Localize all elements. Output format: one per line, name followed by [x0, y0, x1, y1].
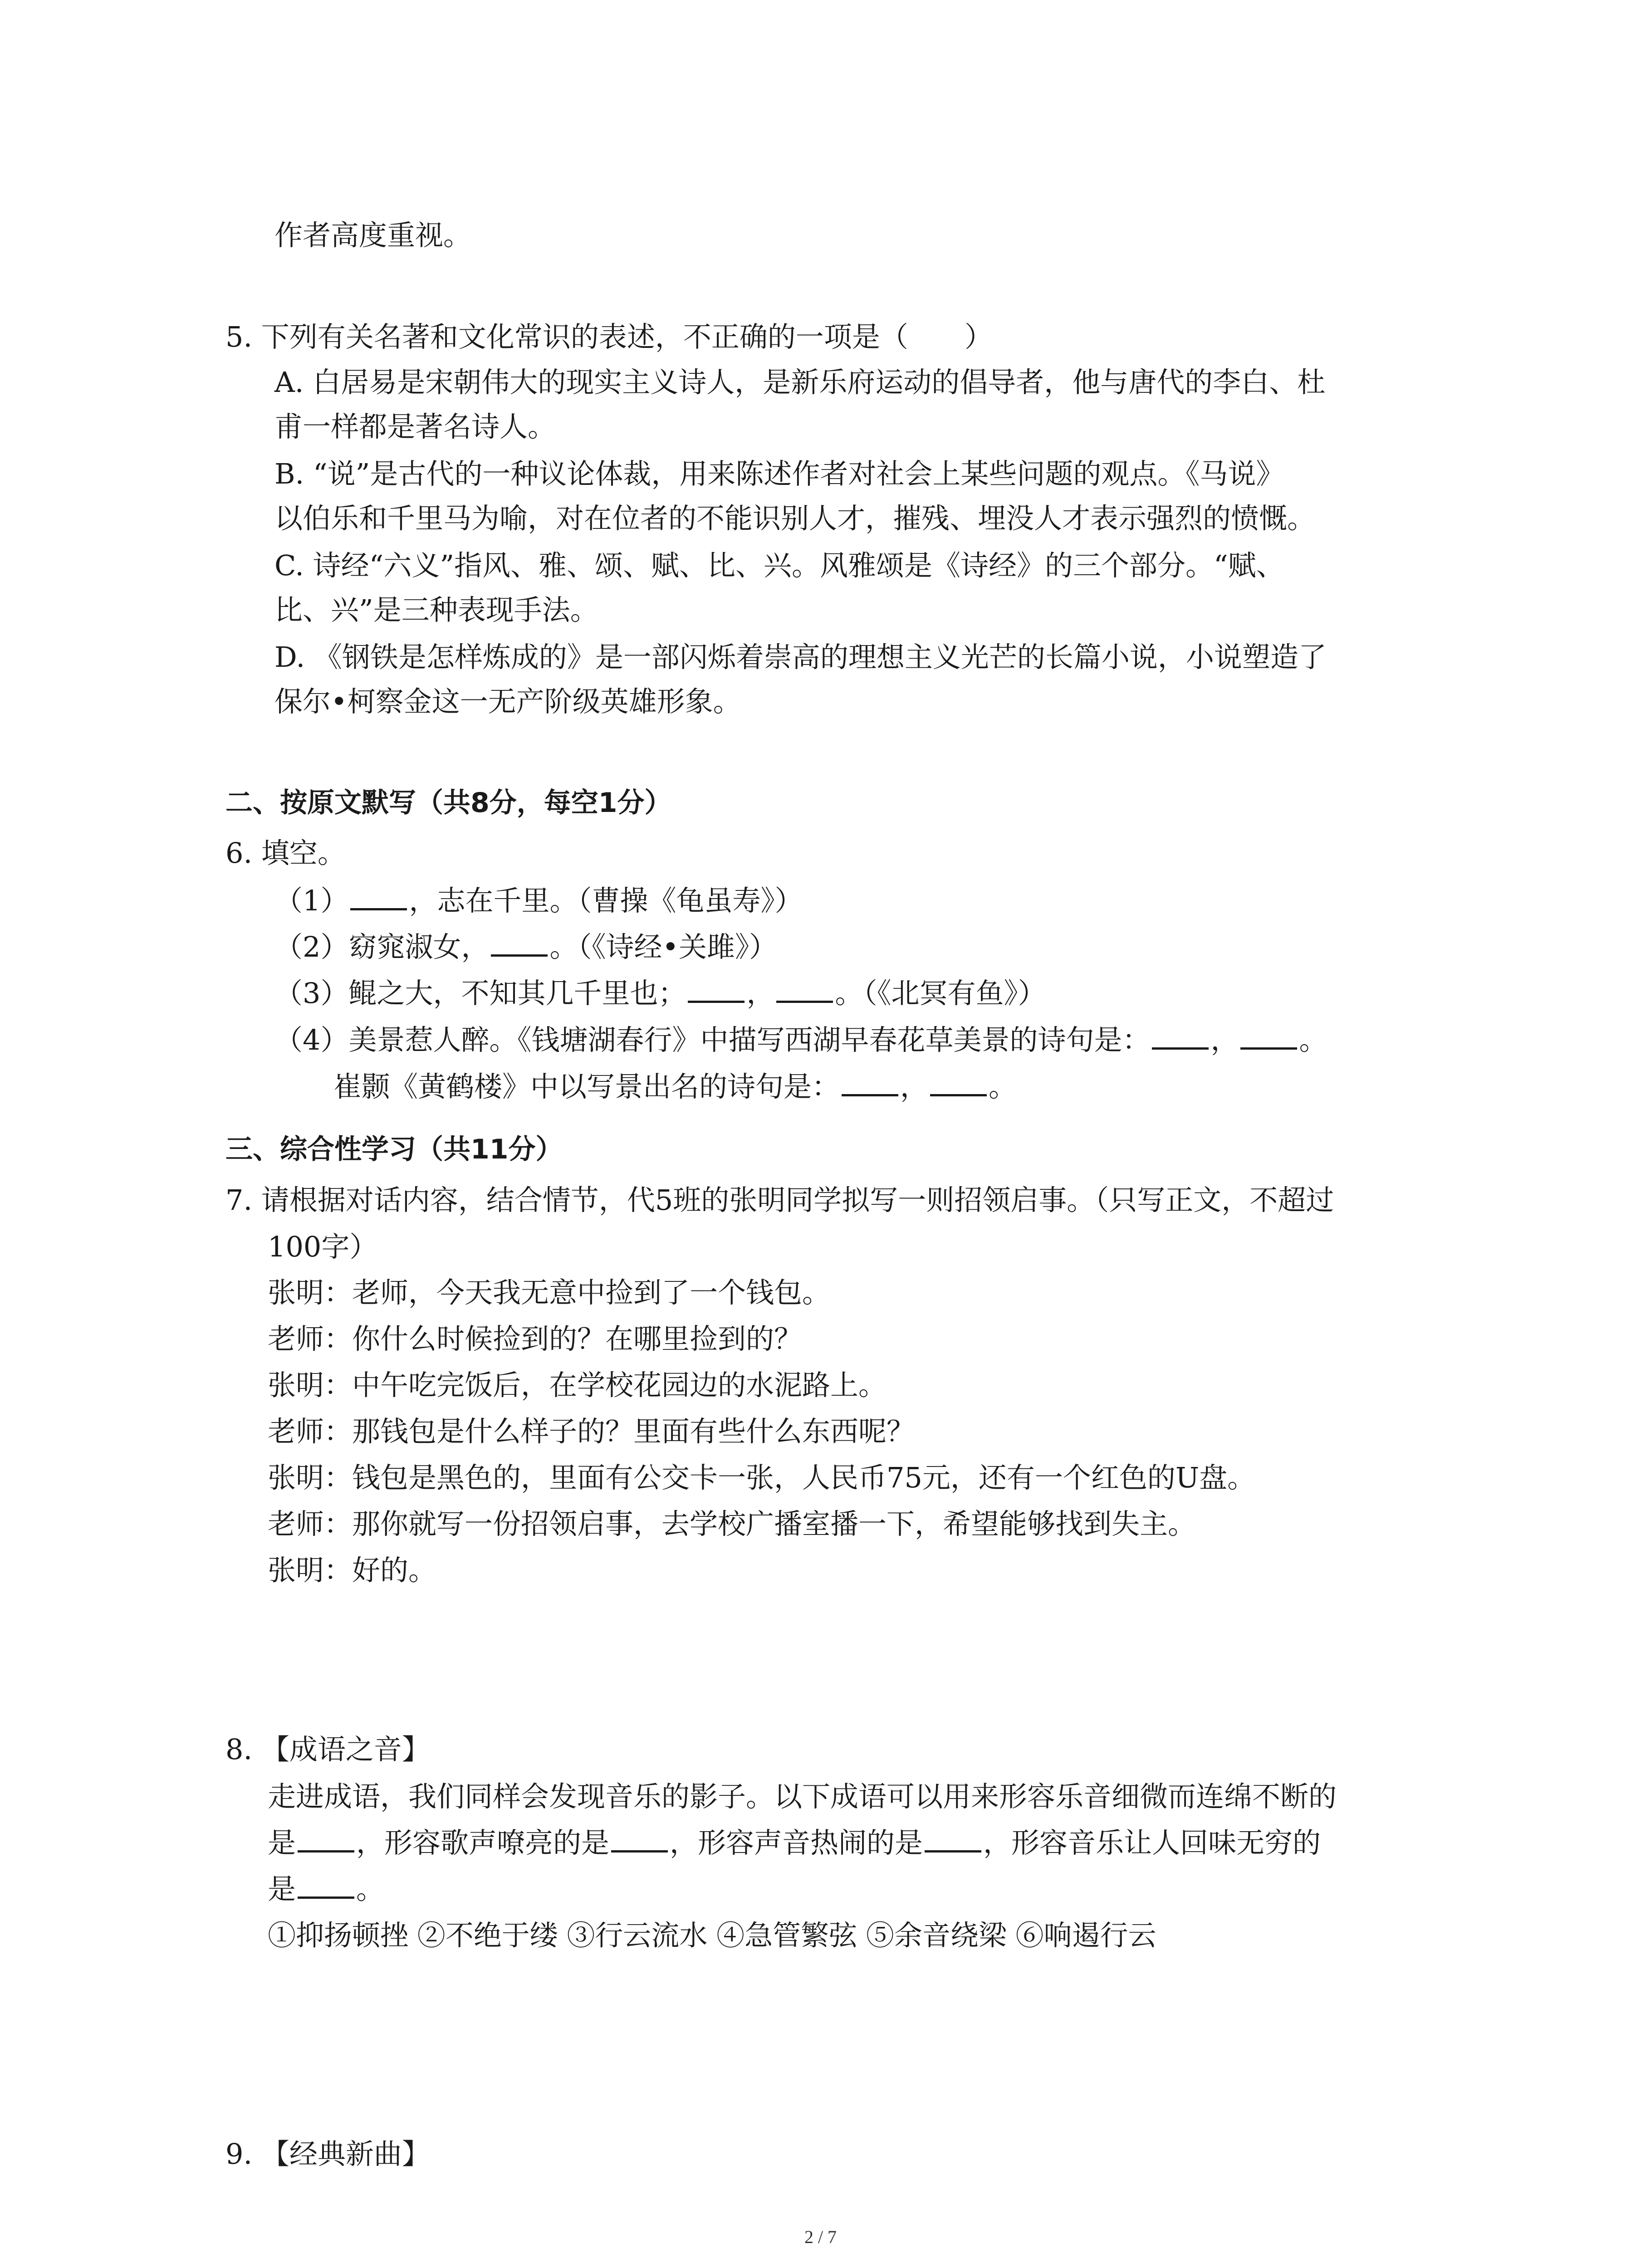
q8-blank-3[interactable] [925, 1829, 981, 1853]
q6-item-3 [274, 977, 1046, 1010]
q6-item-2-number: （2） [274, 930, 349, 963]
q8-line3-a: 是 [268, 1872, 296, 1906]
q8-line3 [268, 1872, 385, 1906]
page-number: 2 / 7 [804, 2227, 837, 2247]
q6-item-4c-text: 崔颢《黄鹤楼》中以写景出名的诗句是： [333, 1070, 840, 1103]
q5-option-a-line2: 甫一样都是著名诗人。 [274, 410, 556, 443]
q5-option-d-line2: 保尔•柯察金这一无产阶级英雄形象。 [274, 685, 741, 718]
q7-dialogue-7: 张明：好的。 [268, 1554, 437, 1587]
q8-options: ①抑扬顿挫 ②不绝于缕 ③行云流水 ④急管繁弦 ⑤余音绕梁 ⑥响遏行云 [268, 1919, 1156, 1952]
q9-title: 9. 【经典新曲】 [225, 2137, 430, 2170]
q6-item-4 [274, 1023, 1327, 1056]
q6-item-1-number: （1） [274, 884, 349, 917]
q8-line1: 走进成语，我们同样会发现音乐的影子。以下成语可以用来形容乐音细微而连绵不断的 [268, 1780, 1337, 1813]
q6-item-4c-end: 。 [989, 1070, 1017, 1103]
q8-line2 [268, 1826, 1321, 1859]
q5-option-a-line1[interactable]: A. 白居易是宋朝伟大的现实主义诗人，是新乐府运动的倡导者，他与唐代的李白、杜 [274, 366, 1326, 399]
q8-blank-2[interactable] [611, 1829, 668, 1853]
q6-blank-1[interactable] [350, 887, 407, 910]
q6-item-4-number: （4） [274, 1023, 349, 1056]
q6-item-1 [274, 884, 803, 917]
q6-item-2-text: 窈窕淑女， [348, 930, 490, 963]
q8-line2-c: ，形容声音热闹的是 [670, 1826, 923, 1859]
q8-line2-d: ，形容音乐让人回味无穷的 [983, 1826, 1321, 1859]
q6-blank-2[interactable] [491, 934, 548, 957]
q5-option-d-line1[interactable]: D. 《钢铁是怎样炼成的》是一部闪烁着崇高的理想主义光芒的长篇小说，小说塑造了 [274, 640, 1327, 674]
q6-item-3-number: （3） [274, 977, 349, 1010]
q8-line3-b: 。 [356, 1872, 385, 1906]
section-two-title: 二、按原文默写（共8分，每空1分） [225, 787, 672, 819]
q6-item-2-source: 。（《诗经•关雎》） [549, 930, 778, 963]
q6-item-1-text: ，志在千里。（曹操《龟虽寿》） [409, 884, 803, 917]
q6-blank-3[interactable] [688, 980, 745, 1003]
q6-item-4c-sep: ， [900, 1070, 929, 1103]
continuation-text: 作者高度重视。 [274, 219, 472, 252]
q7-dialogue-4: 老师：那钱包是什么样子的？里面有些什么东西呢？ [268, 1415, 915, 1448]
q7-dialogue-6: 老师：那你就写一份招领启事，去学校广播室播一下，希望能够找到失主。 [268, 1507, 1196, 1540]
q6-blank-4[interactable] [776, 980, 833, 1003]
q7-stem-line2: 100字） [268, 1230, 378, 1263]
q6-item-2 [274, 930, 778, 963]
q6-blank-8[interactable] [930, 1073, 987, 1096]
q6-item-4-continued [333, 1070, 1017, 1103]
q6-blank-5[interactable] [1152, 1026, 1209, 1050]
q8-blank-1[interactable] [298, 1829, 354, 1853]
q7-dialogue-3: 张明：中午吃完饭后，在学校花园边的水泥路上。 [268, 1369, 887, 1402]
q6-item-3-sep: ， [746, 977, 775, 1010]
q5-option-b-line1[interactable]: B. “说”是古代的一种议论体裁，用来陈述作者对社会上某些问题的观点。《马说》 [274, 457, 1284, 490]
q5-option-c-line1[interactable]: C. 诗经“六义”指风、雅、颂、赋、比、兴。风雅颂是《诗经》的三个部分。“赋、 [274, 549, 1284, 582]
q6-item-3-text: 鲲之大，不知其几千里也； [348, 977, 686, 1010]
q7-dialogue-2: 老师：你什么时候捡到的？在哪里捡到的？ [268, 1322, 803, 1355]
q6-blank-7[interactable] [842, 1073, 898, 1096]
q6-item-4-end: 。 [1299, 1023, 1327, 1056]
section-three-title: 三、综合性学习（共11分） [225, 1134, 563, 1165]
q8-blank-4[interactable] [298, 1876, 354, 1899]
q6-item-4-sep: ， [1210, 1023, 1239, 1056]
q7-stem-line1: 7. 请根据对话内容，结合情节，代5班的张明同学拟写一则招领启事。（只写正文，不超过 [225, 1183, 1334, 1217]
q6-item-4-text: 美景惹人醉。《钱塘湖春行》中描写西湖早春花草美景的诗句是： [348, 1023, 1151, 1056]
q7-dialogue-5: 张明：钱包是黑色的，里面有公交卡一张，人民币75元，还有一个红色的U盘。 [268, 1461, 1256, 1494]
q5-stem: 5. 下列有关名著和文化常识的表述，不正确的一项是（ ） [225, 320, 993, 353]
q5-option-b-line2: 以伯乐和千里马为喻，对在位者的不能识别人才，摧残、埋没人才表示强烈的愤慨。 [274, 502, 1316, 535]
q6-stem: 6. 填空。 [225, 836, 346, 870]
q8-title: 8. 【成语之音】 [225, 1733, 430, 1766]
q8-line2-b: ，形容歌声嘹亮的是 [356, 1826, 610, 1859]
q6-blank-6[interactable] [1240, 1026, 1297, 1050]
q6-item-3-source: 。（《北冥有鱼》） [835, 977, 1046, 1010]
q7-dialogue-1: 张明：老师，今天我无意中捡到了一个钱包。 [268, 1276, 831, 1309]
q8-line2-a: 是 [268, 1826, 296, 1859]
q5-option-c-line2: 比、兴”是三种表现手法。 [274, 593, 598, 626]
